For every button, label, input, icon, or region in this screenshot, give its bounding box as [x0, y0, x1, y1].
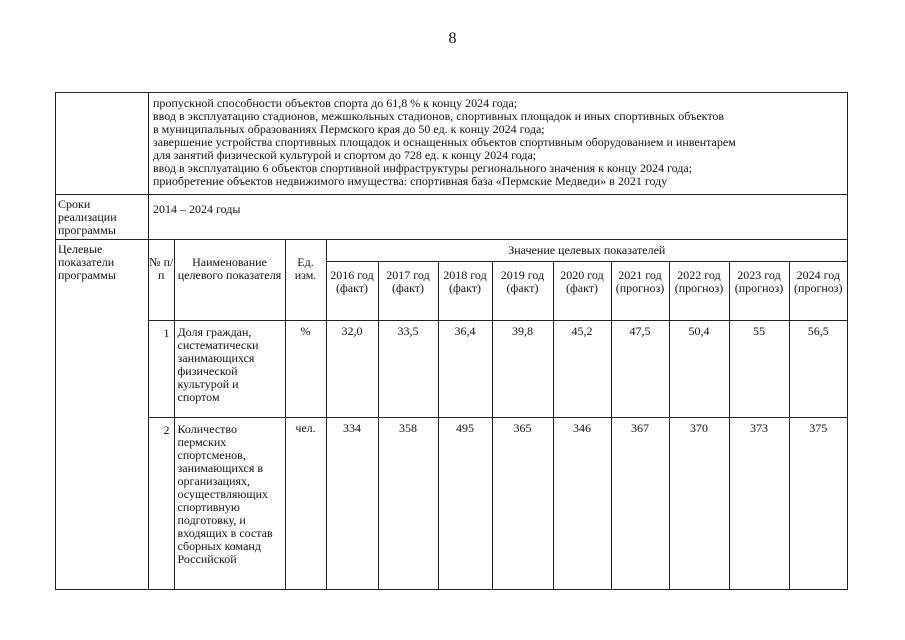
- intro-line: ввод в эксплуатацию 6 объектов спортивной инфраструктуры регионального значения к концу 2024 года;: [153, 161, 693, 175]
- period-value: 2014 – 2024 годы: [149, 195, 848, 240]
- indicators-label: Целевые показатели программы: [56, 240, 149, 590]
- header-year: 2021 год (прогноз): [611, 262, 669, 321]
- indicators-cell: [149, 240, 848, 590]
- indicator-value: 334: [326, 418, 378, 590]
- indicator-value: 56,5: [789, 321, 847, 418]
- indicator-value: 495: [438, 418, 492, 590]
- indicator-value: 39,8: [492, 321, 553, 418]
- period-label: Сроки реализации программы: [56, 195, 149, 240]
- table-row: [149, 418, 847, 590]
- header-year: 2016 год (факт): [326, 262, 378, 321]
- header-year: 2019 год (факт): [492, 262, 553, 321]
- header-year: 2023 год (прогноз): [729, 262, 789, 321]
- program-passport-table: [55, 92, 848, 590]
- indicators-row: [56, 240, 848, 590]
- header-year: 2020 год (факт): [553, 262, 611, 321]
- indicator-value: 45,2: [553, 321, 611, 418]
- row-number: 2: [149, 418, 174, 590]
- intro-line: завершение устройства спортивных площадок и оснащенных объектов спортивным оборудованием и инвентарем: [153, 135, 736, 149]
- intro-line: ввод в эксплуатацию стадионов, межшкольных стадионов, спортивных площадок и иных спортивных объектов: [153, 109, 725, 123]
- indicators-table: [149, 240, 847, 589]
- row-number: 1: [149, 321, 174, 418]
- intro-text-cell: [149, 93, 848, 195]
- indicator-value: 373: [729, 418, 789, 590]
- indicator-unit: чел.: [285, 418, 326, 590]
- header-unit: Ед. изм.: [285, 240, 326, 321]
- period-row: [56, 195, 848, 240]
- indicator-value: 47,5: [611, 321, 669, 418]
- header-year: 2022 год (прогноз): [669, 262, 729, 321]
- intro-line: приобретение объектов недвижимого имущества: спортивная база «Пермские Медведи» в 2021 году: [153, 174, 668, 188]
- intro-row: [56, 93, 848, 195]
- header-year: 2017 год (факт): [378, 262, 438, 321]
- indicator-value: 50,4: [669, 321, 729, 418]
- header-num: № п/п: [149, 240, 174, 321]
- indicator-value: 375: [789, 418, 847, 590]
- intro-line: пропускной способности объектов спорта до 61,8 % к концу 2024 года;: [153, 96, 518, 110]
- header-year: 2024 год (прогноз): [789, 262, 847, 321]
- intro-line: в муниципальных образованиях Пермского края до 50 ед. к концу 2024 года;: [153, 122, 545, 136]
- indicator-value: 365: [492, 418, 553, 590]
- indicator-value: 367: [611, 418, 669, 590]
- indicator-value: 370: [669, 418, 729, 590]
- indicator-name: Доля граждан, систематически занимающихся физической культурой и спортом: [174, 321, 285, 418]
- indicator-value: 358: [378, 418, 438, 590]
- indicator-value: 36,4: [438, 321, 492, 418]
- table-row: [149, 321, 847, 418]
- header-year: 2018 год (факт): [438, 262, 492, 321]
- header-values-group: Значение целевых показателей: [326, 240, 847, 262]
- indicator-unit: %: [285, 321, 326, 418]
- page-number: 8: [448, 30, 457, 47]
- header-name: Наименование целевого показателя: [174, 240, 285, 321]
- indicator-value: 55: [729, 321, 789, 418]
- indicator-value: 346: [553, 418, 611, 590]
- intro-line: для занятий физической культурой и спортом до 728 ед. к концу 2024 года;: [153, 148, 537, 162]
- indicator-value: 32,0: [326, 321, 378, 418]
- intro-label-cell: [56, 93, 149, 195]
- indicator-name: Количество пермских спортсменов, занимающихся в организациях, осуществляющих спортивную подготовку, и входящих в состав сборных команд Российской: [174, 418, 285, 590]
- indicator-value: 33,5: [378, 321, 438, 418]
- header-row-group: [149, 240, 847, 262]
